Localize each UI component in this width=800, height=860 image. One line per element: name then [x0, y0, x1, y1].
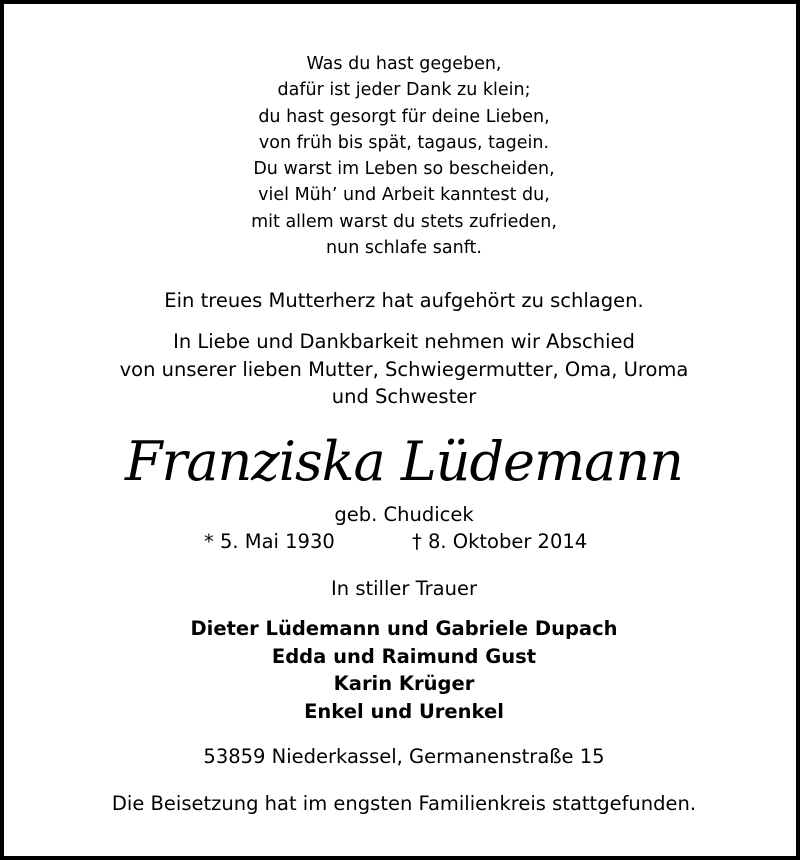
funeral-note: Die Beisetzung hat im engsten Familienkreis stattgefunden.	[111, 792, 697, 815]
poem-line: du hast gesorgt für deine Lieben,	[258, 106, 550, 127]
poem	[4, 51, 800, 261]
address: 53859 Niederkassel, Germanenstraße 15	[203, 745, 605, 768]
poem-line: viel Müh’ und Arbeit kanntest du,	[258, 185, 550, 206]
family-member: Enkel und Urenkel	[304, 699, 504, 723]
farewell-line: von unserer lieben Mutter, Schwiegermutter, Oma, Uroma	[119, 357, 689, 381]
poem-line: dafür ist jeder Dank zu klein;	[277, 80, 531, 101]
poem-line: nun schlafe sanft.	[326, 238, 482, 259]
farewell-line: und Schwester	[331, 385, 477, 408]
family-member: Karin Krüger	[333, 672, 475, 695]
maiden-name: geb. Chudicek	[334, 503, 474, 526]
poem-line: Du warst im Leben so bescheiden,	[253, 159, 555, 180]
farewell-text	[4, 328, 800, 411]
family-list	[4, 615, 800, 725]
family-member: Edda und Raimund Gust	[271, 644, 537, 668]
poem-line: Was du hast gegeben,	[306, 54, 502, 74]
poem-line: mit allem warst du stets zufrieden,	[251, 211, 557, 232]
deceased-name: Franziska Lüdemann	[125, 430, 683, 493]
farewell-line: In Liebe und Dankbarkeit nehmen wir Abschied	[173, 330, 635, 353]
birth-date: * 5. Mai 1930	[204, 530, 335, 553]
poem-line: von früh bis spät, tagaus, tagein.	[258, 132, 550, 153]
death-date: † 8. Oktober 2014	[412, 530, 588, 553]
mourning-line: In stiller Trauer	[331, 577, 477, 600]
family-member: Dieter Lüdemann und Gabriele Dupach	[190, 617, 618, 640]
heart-line: Ein treues Mutterherz hat aufgehört zu schlagen.	[164, 289, 644, 312]
